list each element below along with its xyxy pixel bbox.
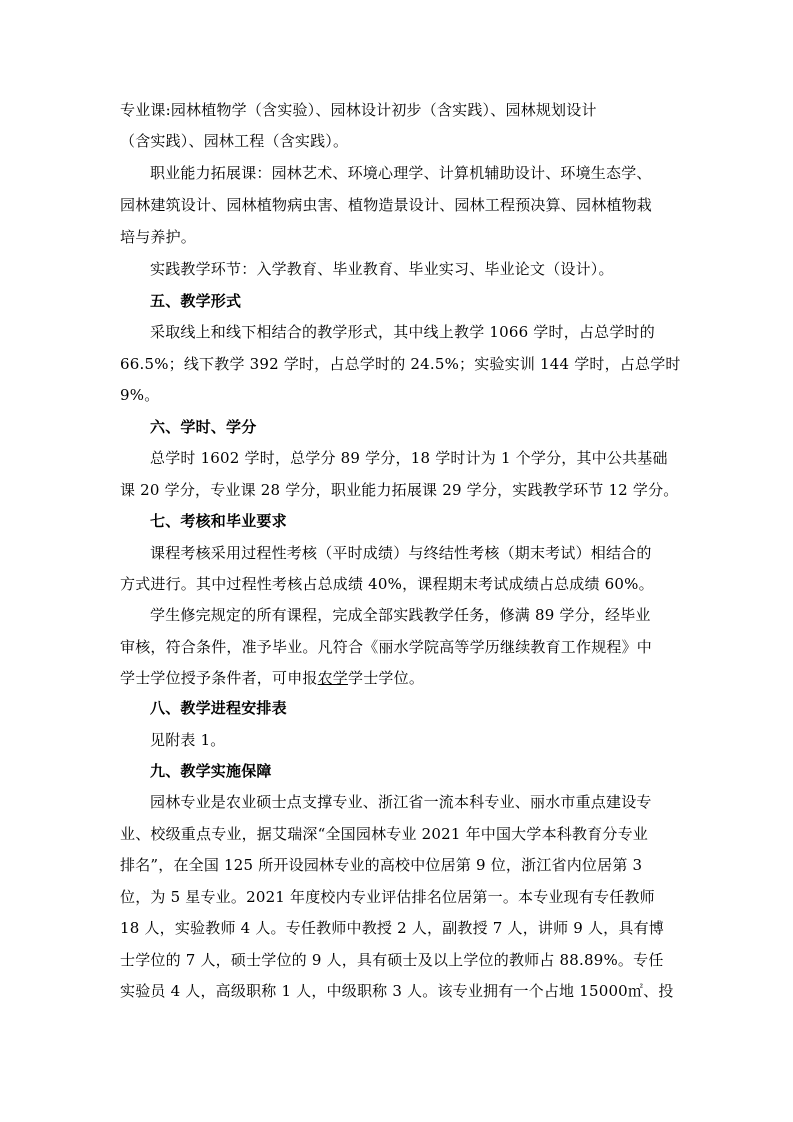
paragraph-line: 职业能力拓展课：园林艺术、环境心理学、计算机辅助设计、环境生态学、: [150, 164, 652, 182]
text-segment: 学士学位授予条件者，可申报: [120, 669, 318, 687]
paragraph-line: 见附表 1。: [150, 731, 226, 749]
paragraph-line: 专业课:园林植物学（含实验）、园林设计初步（含实践）、园林规划设计: [120, 101, 597, 119]
section-heading: 七、考核和毕业要求: [150, 512, 287, 530]
section-heading: 五、教学形式: [150, 292, 242, 310]
paragraph-line: 学生修完规定的所有课程，完成全部实践教学任务，修满 89 学分，经毕业: [150, 606, 651, 624]
paragraph-line: 审核，符合条件，准予毕业。凡符合《丽水学院高等学历继续教育工作规程》中: [120, 638, 653, 656]
paragraph-line: 总学时 1602 学时，总学分 89 学分，18 学时计为 1 个学分，其中公共基础: [150, 449, 668, 467]
paragraph-line: 位，为 5 星专业。2021 年度校内专业评估排名位居第一。本专业现有专任教师: [120, 888, 655, 906]
paragraph-line: 园林专业是农业硕士点支撑专业、浙江省一流本科专业、丽水市重点建设专: [150, 793, 652, 811]
section-heading: 八、教学进程安排表: [150, 699, 287, 717]
underlined-degree: 农学: [317, 669, 349, 687]
paragraph-line: 园林建筑设计、园林植物病虫害、植物造景设计、园林工程预决算、园林植物栽: [120, 196, 653, 214]
paragraph-line: 方式进行。其中过程性考核占总成绩 40%，课程期末考试成绩占总成绩 60%。: [120, 575, 654, 593]
section-heading: 六、学时、学分: [150, 418, 257, 436]
paragraph-line: 培与养护。: [120, 228, 197, 246]
paragraph-line: 课程考核采用过程性考核（平时成绩）与终结性考核（期末考试）相结合的: [150, 544, 652, 562]
paragraph-line: 实践教学环节：入学教育、毕业教育、毕业实习、毕业论文（设计）。: [150, 260, 614, 278]
paragraph-line: 课 20 学分，专业课 28 学分，职业能力拓展课 29 学分，实践教学环节 12 学分。: [120, 481, 679, 499]
paragraph-line: 实验员 4 人，高级职称 1 人，中级职称 3 人。该专业拥有一个占地 15000㎡、投: [120, 982, 674, 1000]
paragraph-line: （含实践）、园林工程（含实践）。: [120, 132, 349, 150]
paragraph-line: 士学位的 7 人，硕士学位的 9 人，具有硕士及以上学位的教师占 88.89%。专任: [120, 951, 664, 969]
text-segment: 学士学位。: [348, 669, 425, 687]
paragraph-line: 采取线上和线下相结合的教学形式，其中线上教学 1066 学时，占总学时的: [150, 323, 655, 341]
paragraph-line: 66.5%；线下教学 392 学时，占总学时的 24.5%；实验实训 144 学时，占总学时: [120, 355, 681, 373]
paragraph-line: 业、校级重点专业，据艾瑞深“全国园林专业 2021 年中国大学本科教育分专业: [120, 825, 648, 843]
paragraph-line: 9%。: [120, 386, 160, 404]
paragraph-line: 排名”，在全国 125 所开设园林专业的高校中位居第 9 位，浙江省内位居第 3: [120, 856, 643, 874]
section-heading: 九、教学实施保障: [150, 762, 272, 780]
paragraph-line: [120, 668, 424, 688]
paragraph-line: 18 人，实验教师 4 人。专任教师中教授 2 人，副教授 7 人，讲师 9 人，具有博: [120, 919, 664, 937]
